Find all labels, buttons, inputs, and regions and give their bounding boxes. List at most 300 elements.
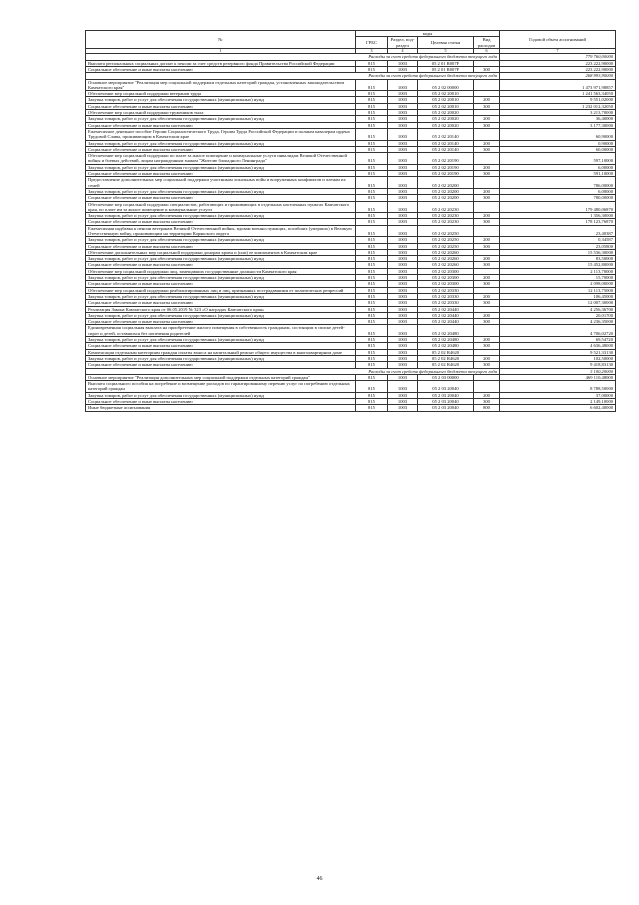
row-name: Закупка товаров, работ и услуг для обеспечения государственных (муниципальных) нужд — [86, 140, 356, 146]
row-sum: 8 788,50000 — [500, 381, 616, 393]
row-celevaya: 05 2 02 20020 — [418, 110, 474, 116]
row-vid: 200 — [474, 312, 500, 318]
row-razdel: 1003 — [388, 213, 418, 219]
row-name: Социальное обеспечение и иные выплаты населению — [86, 343, 356, 349]
row-razdel: 1003 — [388, 293, 418, 299]
row-grbs: 815 — [356, 128, 388, 140]
row-sum: 15 452,80000 — [500, 262, 616, 268]
row-razdel: 1003 — [388, 66, 418, 72]
row-name: Закупка товаров, работ и услуг для обеспечения государственных (муниципальных) нужд — [86, 237, 356, 243]
row-vid — [474, 325, 500, 337]
row-name: Закупка товаров, работ и услуг для обеспечения государственных (муниципальных) нужд — [86, 355, 356, 361]
row-celevaya: 05 2 02 20190 — [418, 153, 474, 165]
row-sum: 4 706,02720 — [500, 325, 616, 337]
row-razdel: 1003 — [388, 91, 418, 97]
row-sum: 1 356,30000 — [500, 213, 616, 219]
row-name: Закупка товаров, работ и услуг для обеспечения государственных (муниципальных) нужд — [86, 97, 356, 103]
row-sum: 60,90000 — [500, 128, 616, 140]
row-name: Закупка товаров, работ и услуг для обеспечения государственных (муниципальных) нужд — [86, 275, 356, 281]
row-grbs: 815 — [356, 201, 388, 213]
row-celevaya: 05 2 02 00000 — [418, 79, 474, 91]
row-sum: 591,10000 — [500, 171, 616, 177]
row-name: Обеспечение мер социальной поддержки лиц, замещавших государственные должности Камчатского края — [86, 268, 356, 274]
header-num: № — [86, 31, 356, 49]
row-sum: 469 110,48000 — [500, 374, 616, 380]
row-name: Социальное обеспечение и иные выплаты населению — [86, 262, 356, 268]
row-grbs: 815 — [356, 381, 388, 393]
row-celevaya: 05 2 02 20200 — [418, 188, 474, 194]
row-vid: 300 — [474, 343, 500, 349]
row-vid: 200 — [474, 355, 500, 361]
row-razdel: 1003 — [388, 343, 418, 349]
row-sum: 179 480,06870 — [500, 201, 616, 213]
row-name: Социальное обеспечение и иные выплаты населению — [86, 399, 356, 405]
row-celevaya: 05 2 02 20020 — [418, 122, 474, 128]
row-razdel: 1003 — [388, 312, 418, 318]
row-razdel: 1003 — [388, 243, 418, 249]
row-celevaya: 05 2 02 20140 — [418, 128, 474, 140]
row-celevaya: 05 2 02 20440 — [418, 312, 474, 318]
row-vid: 200 — [474, 97, 500, 103]
index-cell: 4 — [388, 48, 418, 54]
row-celevaya: 05 2 01 R007F — [418, 66, 474, 72]
section-label: Расходы за счет средств федерального бюджета текущего года — [86, 54, 500, 60]
row-name: Закупка товаров, работ и услуг для обеспечения государственных (муниципальных) нужд — [86, 188, 356, 194]
table-row — [86, 153, 616, 165]
row-sum: 6,00000 — [500, 188, 616, 194]
row-grbs: 815 — [356, 146, 388, 152]
table-row — [86, 381, 616, 393]
header-sum: Годовой объем ассигнований — [500, 31, 616, 49]
row-grbs: 815 — [356, 275, 388, 281]
section-sum: 779 760,00000 — [500, 54, 616, 60]
row-grbs: 815 — [356, 405, 388, 411]
row-name: Компенсация отдельным категориям граждан оплаты взноса на капитальный ремонт общего имущества в многоквартирном доме — [86, 349, 356, 355]
row-vid — [474, 201, 500, 213]
row-celevaya: 05 2 02 20190 — [418, 164, 474, 170]
table-row — [86, 325, 616, 337]
row-razdel: 1003 — [388, 300, 418, 306]
row-name: Социальное обеспечение и иные выплаты населению — [86, 195, 356, 201]
table-body — [86, 54, 616, 411]
row-razdel: 1003 — [388, 362, 418, 368]
row-vid: 300 — [474, 122, 500, 128]
row-razdel: 1003 — [388, 140, 418, 146]
row-razdel: 1003 — [388, 275, 418, 281]
header-vid: Вид расходов — [474, 37, 500, 49]
row-razdel: 1003 — [388, 103, 418, 109]
row-vid — [474, 381, 500, 393]
row-vid — [474, 177, 500, 189]
row-grbs: 815 — [356, 325, 388, 337]
row-vid: 200 — [474, 188, 500, 194]
row-razdel: 1003 — [388, 306, 418, 312]
table-row — [86, 405, 616, 411]
row-razdel: 1003 — [388, 381, 418, 393]
row-razdel: 1003 — [388, 225, 418, 237]
row-celevaya: 05 2 02 20480 — [418, 337, 474, 343]
row-vid: 300 — [474, 103, 500, 109]
row-razdel: 1003 — [388, 171, 418, 177]
row-sum: 178 123,76870 — [500, 219, 616, 225]
row-name: Основное мероприятие "Реализация мер социальной поддержки отдельных категорий граждан, установленных законодательством Камчатского края" — [86, 79, 356, 91]
row-vid: 200 — [474, 140, 500, 146]
row-grbs: 815 — [356, 287, 388, 293]
row-celevaya: 05 2 02 20250 — [418, 237, 474, 243]
row-name: Закупка товаров, работ и услуг для обеспечения государственных (муниципальных) нужд — [86, 312, 356, 318]
row-celevaya: 05 2 02 20480 — [418, 343, 474, 349]
row-sum: 4 256,36700 — [500, 306, 616, 312]
row-name: Обеспечение мер социальной поддержки тружеников тыла — [86, 110, 356, 116]
row-grbs: 815 — [356, 392, 388, 398]
row-vid: 200 — [474, 293, 500, 299]
row-sum: 23,40387 — [500, 225, 616, 237]
row-celevaya: 05 2 02 R4620 — [418, 355, 474, 361]
row-celevaya: 05 2 03 00000 — [418, 374, 474, 380]
row-grbs: 815 — [356, 103, 388, 109]
row-name: Социальное обеспечение и иные выплаты населению — [86, 281, 356, 287]
row-celevaya: 05 2 02 20020 — [418, 116, 474, 122]
row-name: Социальное обеспечение и иные выплаты населению — [86, 146, 356, 152]
row-grbs: 815 — [356, 153, 388, 165]
row-name: Предоставление дополнительных мер социальной поддержки участникам локальных войн и вооруженных конфликтов и членам их семей — [86, 177, 356, 189]
row-name: Закупка товаров, работ и услуг для обеспечения государственных (муниципальных) нужд — [86, 256, 356, 262]
row-vid: 300 — [474, 319, 500, 325]
row-sum: 223 222,90000 — [500, 60, 616, 66]
row-sum: 597,10000 — [500, 153, 616, 165]
row-sum: 9 521,33130 — [500, 349, 616, 355]
row-razdel: 1003 — [388, 262, 418, 268]
row-razdel: 1003 — [388, 256, 418, 262]
row-grbs: 815 — [356, 116, 388, 122]
row-celevaya: 05 2 02 20010 — [418, 91, 474, 97]
row-vid — [474, 79, 500, 91]
row-celevaya: 05 2 02 20440 — [418, 319, 474, 325]
row-name: Обеспечение мер социальной поддержки ветеранов труда — [86, 91, 356, 97]
row-sum: 3 213,70000 — [500, 110, 616, 116]
row-name: Социальное обеспечение и иные выплаты населению — [86, 362, 356, 368]
row-grbs: 815 — [356, 293, 388, 299]
row-celevaya: 05 2 02 20260 — [418, 256, 474, 262]
row-sum: 223 222,90000 — [500, 66, 616, 72]
row-razdel: 1003 — [388, 79, 418, 91]
row-razdel: 1003 — [388, 319, 418, 325]
row-vid: 300 — [474, 243, 500, 249]
row-razdel: 1003 — [388, 219, 418, 225]
row-vid: 200 — [474, 237, 500, 243]
row-sum: 60,00000 — [500, 146, 616, 152]
row-grbs: 815 — [356, 355, 388, 361]
row-sum: 36,40000 — [500, 116, 616, 122]
row-vid: 200 — [474, 275, 500, 281]
row-sum: 4 636,48000 — [500, 343, 616, 349]
index-cell: 6 — [474, 48, 500, 54]
row-celevaya: 05 2 02 20230 — [418, 213, 474, 219]
row-sum: 20,01700 — [500, 312, 616, 318]
row-celevaya: 05 2 02 20480 — [418, 325, 474, 337]
row-vid: 300 — [474, 362, 500, 368]
row-grbs: 815 — [356, 213, 388, 219]
row-name: Социальное обеспечение и иные выплаты населению — [86, 171, 356, 177]
row-razdel: 1003 — [388, 249, 418, 255]
row-celevaya: 05 2 02 20440 — [418, 306, 474, 312]
row-sum: 2 149,10000 — [500, 399, 616, 405]
row-celevaya: 05 2 02 R4620 — [418, 362, 474, 368]
row-razdel: 1003 — [388, 195, 418, 201]
row-razdel: 1003 — [388, 128, 418, 140]
section-sum: 3 100,20000 — [500, 368, 616, 374]
row-sum: 9 551,02000 — [500, 97, 616, 103]
row-name: Социальное обеспечение и иные выплаты населению — [86, 243, 356, 249]
row-sum: 83,50000 — [500, 256, 616, 262]
row-razdel: 1003 — [388, 188, 418, 194]
row-grbs: 815 — [356, 300, 388, 306]
row-grbs: 815 — [356, 256, 388, 262]
table-row — [86, 79, 616, 91]
row-grbs: 815 — [356, 66, 388, 72]
row-celevaya: 05 2 01 R007F — [418, 60, 474, 66]
row-celevaya: 05 2 02 20140 — [418, 140, 474, 146]
row-vid: 300 — [474, 219, 500, 225]
row-vid — [474, 153, 500, 165]
row-name: Ежемесячное денежное пособие Героям Социалистического Труда, Героям Труда Российской Федерации и полным кавалерам ордена Трудовой Славы, проживающим в Камчатском крае — [86, 128, 356, 140]
row-celevaya: 05 2 02 20260 — [418, 249, 474, 255]
row-grbs: 815 — [356, 262, 388, 268]
row-name: Иные бюджетные ассигнования — [86, 405, 356, 411]
row-sum: 106,45000 — [500, 293, 616, 299]
row-grbs: 815 — [356, 337, 388, 343]
row-grbs: 815 — [356, 79, 388, 91]
row-celevaya: 05 2 02 20330 — [418, 287, 474, 293]
index-cell: 1 — [86, 48, 356, 54]
row-celevaya: 05 2 02 20300 — [418, 275, 474, 281]
row-razdel: 1003 — [388, 392, 418, 398]
row-grbs: 815 — [356, 97, 388, 103]
row-name: Социальное обеспечение и иные выплаты населению — [86, 219, 356, 225]
row-razdel: 1003 — [388, 281, 418, 287]
row-celevaya: 05 2 03 20040 — [418, 399, 474, 405]
header-grbs: ГРБС — [356, 37, 388, 49]
row-vid: 300 — [474, 300, 500, 306]
row-name: Обеспечение мер социальной поддержки реабилитированных лиц и лиц, признанных пострадавшими от политических репрессий — [86, 287, 356, 293]
row-sum: 69,54720 — [500, 337, 616, 343]
row-name: Обеспечение мер социальной поддержки по плате за жилое помещение и коммунальные услуги инвалидам Великой Отечественной войны и боевых действий, лицам награжденным знаком "Жителю блокадного Ленинграда" — [86, 153, 356, 165]
row-razdel: 1003 — [388, 237, 418, 243]
header-celevaya: Целевая статья — [418, 37, 474, 49]
page-number: 46 — [316, 876, 323, 882]
budget-sheet — [85, 30, 615, 412]
row-name: Социальное обеспечение и иные выплаты населению — [86, 103, 356, 109]
row-celevaya: 05 2 02 20190 — [418, 171, 474, 177]
row-grbs: 815 — [356, 306, 388, 312]
row-name: Обеспечение мер социальной поддержки специалистов, работающих и проживающих в отдельных населенных пунктах Камчатского края, по плате им за жилое помещение и коммунальные услуги — [86, 201, 356, 213]
row-sum: 102,50000 — [500, 355, 616, 361]
row-sum: 2 098,00000 — [500, 281, 616, 287]
row-razdel: 1003 — [388, 405, 418, 411]
row-razdel: 1003 — [388, 374, 418, 380]
row-sum: 23,05800 — [500, 243, 616, 249]
section-label: Расходы за счет средств федерального бюджета текущего года — [86, 368, 500, 374]
row-grbs: 815 — [356, 219, 388, 225]
row-sum: 1 232 012,32050 — [500, 103, 616, 109]
row-name: Выплата социального пособия на погребение и возмещение расходов по гарантированному перечню услуг по погребению отдельных категорий граждан — [86, 381, 356, 393]
row-grbs: 815 — [356, 362, 388, 368]
row-vid: 300 — [474, 399, 500, 405]
row-sum: 2 113,70000 — [500, 268, 616, 274]
row-sum: 1 473 971,98857 — [500, 79, 616, 91]
row-vid: 300 — [474, 146, 500, 152]
row-razdel: 1003 — [388, 164, 418, 170]
row-grbs: 815 — [356, 60, 388, 66]
row-sum: 15 536,30000 — [500, 249, 616, 255]
row-grbs: 815 — [356, 237, 388, 243]
index-cell: 7 — [500, 48, 616, 54]
row-celevaya: 05 2 03 20040 — [418, 405, 474, 411]
row-sum: 12 007,30000 — [500, 300, 616, 306]
row-sum: 6 602,40000 — [500, 405, 616, 411]
row-razdel: 1003 — [388, 349, 418, 355]
row-celevaya: 05 2 02 20250 — [418, 243, 474, 249]
index-cell: 5 — [418, 48, 474, 54]
row-name: Социальное обеспечение и иные выплаты населению — [86, 122, 356, 128]
row-name: Реализация Закона Камчатского края от 06.05.2019 № 323 «О наградах Камчатского края» — [86, 306, 356, 312]
row-name: Закупка товаров, работ и услуг для обеспечения государственных (муниципальных) нужд — [86, 337, 356, 343]
row-grbs: 815 — [356, 164, 388, 170]
row-grbs: 815 — [356, 249, 388, 255]
index-cell: 3 — [356, 48, 388, 54]
row-name: Обеспечение дополнительных мер социальной поддержки донорам крови и (или) ее компонентов в Камчатском крае — [86, 249, 356, 255]
row-razdel: 1003 — [388, 399, 418, 405]
row-name: Социальное обеспечение и иные выплаты населению — [86, 319, 356, 325]
row-razdel: 1003 — [388, 201, 418, 213]
row-grbs: 815 — [356, 399, 388, 405]
row-name: Закупка товаров, работ и услуг для обеспечения государственных (муниципальных) нужд — [86, 392, 356, 398]
row-grbs: 815 — [356, 195, 388, 201]
row-sum: 37,00000 — [500, 392, 616, 398]
row-sum: 12 113,75000 — [500, 287, 616, 293]
table-row — [86, 128, 616, 140]
row-name: Закупка товаров, работ и услуг для обеспечения государственных (муниципальных) нужд — [86, 164, 356, 170]
row-sum: 15,70000 — [500, 275, 616, 281]
row-razdel: 1003 — [388, 325, 418, 337]
row-sum: 6,00000 — [500, 164, 616, 170]
row-name: Социальное обеспечение и иные выплаты населению — [86, 66, 356, 72]
row-sum: 0,34587 — [500, 237, 616, 243]
row-grbs: 815 — [356, 281, 388, 287]
row-grbs: 815 — [356, 312, 388, 318]
table-row — [86, 177, 616, 189]
section-sum: 268 993,90000 — [500, 73, 616, 79]
row-name: Ежемесячная надбавка к пенсии ветеранам Великой Отечественной войны, вдовам военнослужащих, погибших (умерших) в Великую Отечественную войну, проживающим на территории Корякского округа — [86, 225, 356, 237]
row-sum: 9 418,83130 — [500, 362, 616, 368]
row-sum: 3 177,30000 — [500, 122, 616, 128]
row-sum: 780,00000 — [500, 195, 616, 201]
row-grbs: 815 — [356, 319, 388, 325]
row-razdel: 1003 — [388, 116, 418, 122]
section-label: Расходы за счет средств федерального бюджета текущего года — [86, 73, 500, 79]
row-vid: 300 — [474, 66, 500, 72]
row-razdel: 1003 — [388, 355, 418, 361]
row-razdel: 1003 — [388, 97, 418, 103]
row-razdel: 1003 — [388, 60, 418, 66]
row-name: Единовременная социальная выплата на приобретение жилого помещения в собственность гражданам, состоящим в списке детей-сирот и детей, оставшихся без попечения родителей — [86, 325, 356, 337]
row-grbs: 815 — [356, 268, 388, 274]
row-vid: 200 — [474, 256, 500, 262]
row-name: Закупка товаров, работ и услуг для обеспечения государственных (муниципальных) нужд — [86, 293, 356, 299]
row-grbs: 815 — [356, 343, 388, 349]
row-name: Социальное обеспечение и иные выплаты населению — [86, 300, 356, 306]
row-vid: 200 — [474, 392, 500, 398]
row-grbs: 815 — [356, 140, 388, 146]
row-celevaya: 05 2 02 20300 — [418, 281, 474, 287]
row-grbs: 815 — [356, 225, 388, 237]
row-razdel: 1003 — [388, 122, 418, 128]
row-grbs: 815 — [356, 349, 388, 355]
row-celevaya: 05 2 03 20040 — [418, 392, 474, 398]
row-vid — [474, 128, 500, 140]
row-celevaya: 05 2 02 20140 — [418, 146, 474, 152]
row-vid: 200 — [474, 213, 500, 219]
row-sum: 1 241 563,34050 — [500, 91, 616, 97]
row-celevaya: 05 2 02 20230 — [418, 219, 474, 225]
row-celevaya: 05 2 02 20330 — [418, 293, 474, 299]
row-celevaya: 05 2 03 20040 — [418, 381, 474, 393]
row-vid: 300 — [474, 171, 500, 177]
row-name: Основное мероприятие "Реализация дополнительных мер социальной поддержки отдельных категорий граждан" — [86, 374, 356, 380]
row-grbs: 815 — [356, 177, 388, 189]
row-celevaya: 05 2 02 20200 — [418, 177, 474, 189]
row-grbs: 815 — [356, 122, 388, 128]
budget-table — [85, 30, 616, 412]
row-celevaya: 05 2 02 20250 — [418, 225, 474, 237]
row-grbs: 815 — [356, 171, 388, 177]
row-vid: 200 — [474, 116, 500, 122]
row-celevaya: 05 2 02 20230 — [418, 201, 474, 213]
row-grbs: 815 — [356, 110, 388, 116]
row-celevaya: 05 2 02 20260 — [418, 262, 474, 268]
row-name: Закупка товаров, работ и услуг для обеспечения государственных (муниципальных) нужд — [86, 116, 356, 122]
row-grbs: 815 — [356, 188, 388, 194]
row-vid: 200 — [474, 337, 500, 343]
row-sum: 0,90000 — [500, 140, 616, 146]
row-celevaya: 05 2 02 20010 — [418, 103, 474, 109]
row-razdel: 1003 — [388, 110, 418, 116]
table-row — [86, 201, 616, 213]
row-grbs: 815 — [356, 374, 388, 380]
row-celevaya: 05 2 02 R4620 — [418, 349, 474, 355]
header-group-row — [86, 31, 616, 37]
row-vid: 800 — [474, 405, 500, 411]
row-razdel: 1003 — [388, 287, 418, 293]
row-grbs: 815 — [356, 91, 388, 97]
header-razdel: Раздел, под-раздел — [388, 37, 418, 49]
row-razdel: 1003 — [388, 268, 418, 274]
row-celevaya: 05 2 02 20200 — [418, 195, 474, 201]
row-sum: 4 236,35000 — [500, 319, 616, 325]
row-vid: 200 — [474, 164, 500, 170]
row-vid: 300 — [474, 281, 500, 287]
row-grbs: 815 — [356, 243, 388, 249]
row-name: Выплата региональных социальных доплат к пенсии за счет средств резервного фонда Правительства Российской Федерации — [86, 60, 356, 66]
row-celevaya: 05 2 02 20330 — [418, 300, 474, 306]
row-sum: 786,00000 — [500, 177, 616, 189]
row-celevaya: 05 2 02 20010 — [418, 97, 474, 103]
row-vid — [474, 225, 500, 237]
header-codes-group: коды — [356, 31, 500, 37]
row-vid: 300 — [474, 195, 500, 201]
row-razdel: 1003 — [388, 153, 418, 165]
row-razdel: 1003 — [388, 337, 418, 343]
